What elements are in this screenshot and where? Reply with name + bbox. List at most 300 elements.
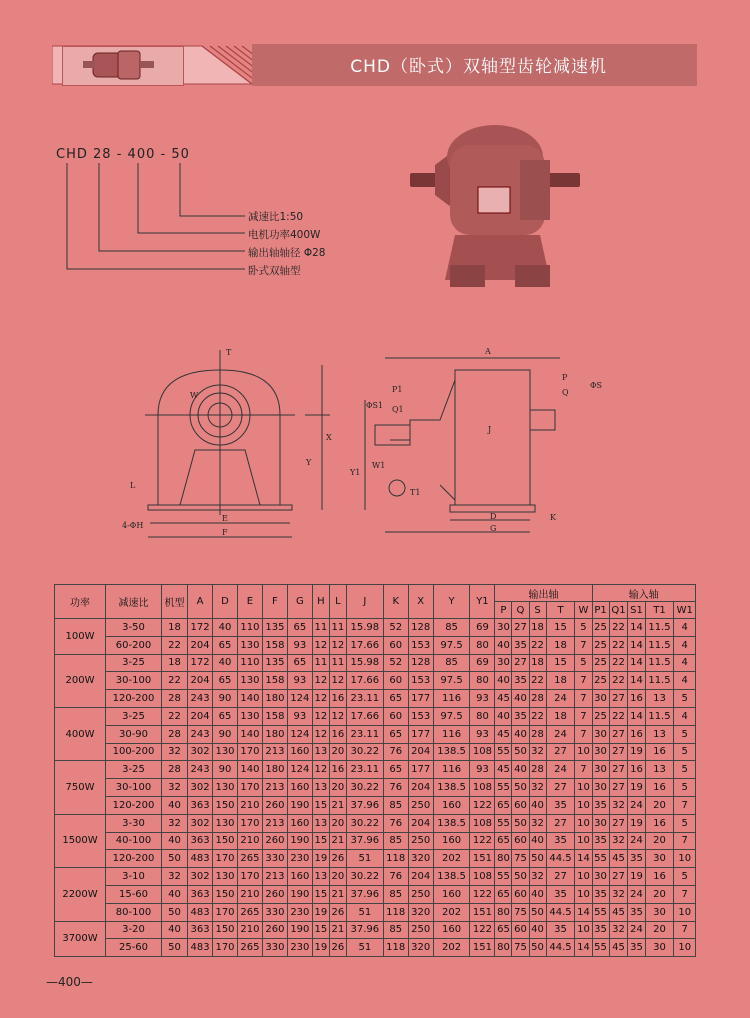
table-cell: 12 [312,636,329,654]
table-cell: 93 [470,725,495,743]
table-row [55,707,696,725]
col-D: D [213,585,238,619]
table-cell: 35 [628,850,645,868]
table-cell: 40 [162,796,188,814]
table-cell: 3-30 [106,814,162,832]
table-cell: 37.96 [346,832,383,850]
table-cell: 93 [287,636,312,654]
table-cell: 26 [329,939,346,957]
col-Y1: Y1 [470,585,495,619]
table-cell: 32 [609,832,628,850]
table-cell: 330 [262,850,287,868]
table-cell: 28 [529,761,546,779]
label-X: X [326,433,332,442]
table-cell: 151 [470,939,495,957]
table-cell: 210 [237,796,262,814]
table-cell: 45 [495,761,512,779]
table-cell: 15.98 [346,654,383,672]
table-cell: 204 [188,707,213,725]
table-cell: 30.22 [346,814,383,832]
power-cell: 100W [55,619,106,655]
table-cell: 14 [575,939,592,957]
label-Y1: Y1 [350,468,361,477]
table-cell: 40 [512,690,529,708]
table-cell: 151 [470,903,495,921]
table-cell: 15 [312,796,329,814]
table-cell: 40 [495,707,512,725]
table-cell: 80 [470,636,495,654]
table-cell: 27 [609,761,628,779]
table-cell: 138.5 [433,779,470,797]
table-cell: 130 [213,779,238,797]
table-cell: 22 [609,654,628,672]
table-cell: 44.5 [546,939,575,957]
table-cell: 80 [470,707,495,725]
table-row [55,654,696,672]
dimension-drawings [110,340,640,555]
table-cell: 21 [329,921,346,939]
table-cell: 18 [162,619,188,637]
table-cell: 130 [213,868,238,886]
label-T: T [226,348,232,357]
table-cell: 122 [470,885,495,903]
table-cell: 19 [312,850,329,868]
table-cell: 3-20 [106,921,162,939]
table-cell: 363 [188,885,213,903]
table-cell: 5 [674,779,696,797]
model-code-leaders [0,0,750,300]
table-row [55,814,696,832]
table-cell: 25 [592,654,609,672]
table-cell: 204 [408,814,433,832]
table-cell: 17.66 [346,707,383,725]
table-cell: 140 [237,690,262,708]
table-cell: 32 [162,814,188,832]
table-cell: 15 [312,885,329,903]
table-cell: 55 [495,868,512,886]
table-cell: 5 [674,690,696,708]
table-cell: 122 [470,921,495,939]
table-cell: 250 [408,921,433,939]
table-cell: 4 [674,707,696,725]
table-cell: 204 [188,672,213,690]
table-cell: 22 [162,636,188,654]
table-cell: 23.11 [346,690,383,708]
table-cell: 243 [188,725,213,743]
table-cell: 23.11 [346,761,383,779]
table-cell: 55 [592,903,609,921]
table-cell: 265 [237,939,262,957]
table-cell: 40 [512,725,529,743]
table-cell: 7 [575,707,592,725]
table-cell: 20 [329,868,346,886]
table-cell: 170 [237,779,262,797]
table-cell: 30 [592,814,609,832]
table-cell: 108 [470,868,495,886]
table-cell: 20 [645,885,674,903]
table-cell: 30-100 [106,672,162,690]
label-S1: ΦS1 [366,401,384,410]
table-cell: 151 [470,850,495,868]
table-cell: 3-25 [106,761,162,779]
code-size: 28 [93,147,112,162]
table-cell: 23.11 [346,725,383,743]
table-cell: 32 [609,921,628,939]
table-cell: 93 [287,672,312,690]
table-cell: 50 [512,743,529,761]
table-cell: 158 [262,672,287,690]
table-cell: 27 [609,868,628,886]
table-cell: 4 [674,672,696,690]
label-Y: Y [306,458,312,467]
table-cell: 75 [512,903,529,921]
table-cell: 60 [512,921,529,939]
table-cell: 16 [645,779,674,797]
table-cell: 10 [575,868,592,886]
page-title: CHD（卧式）双轴型齿轮减速机 [350,57,607,77]
table-cell: 160 [287,779,312,797]
label-K: K [550,513,556,522]
table-cell: 27 [609,743,628,761]
table-cell: 27 [609,814,628,832]
table-cell: 30 [592,779,609,797]
table-cell: 138.5 [433,743,470,761]
legend-type: 卧式双轴型 [248,265,301,277]
table-cell: 177 [408,761,433,779]
table-cell: 30.22 [346,779,383,797]
table-cell: 85 [383,832,408,850]
table-cell: 19 [628,779,645,797]
table-cell: 30.22 [346,743,383,761]
table-cell: 35 [546,885,575,903]
label-T1: T1 [410,488,421,497]
table-cell: 16 [628,725,645,743]
table-cell: 202 [433,903,470,921]
table-cell: 15 [312,921,329,939]
table-cell: 35 [512,636,529,654]
table-cell: 13 [645,761,674,779]
label-J: J [488,425,492,434]
table-cell: 138.5 [433,814,470,832]
table-cell: 90 [213,725,238,743]
table-cell: 80 [470,672,495,690]
table-cell: 5 [674,743,696,761]
label-P: P [562,373,568,382]
table-cell: 108 [470,743,495,761]
table-cell: 172 [188,619,213,637]
table-cell: 25 [592,619,609,637]
table-cell: 40 [213,619,238,637]
table-cell: 483 [188,850,213,868]
table-cell: 118 [383,850,408,868]
col-E: E [237,585,262,619]
table-cell: 116 [433,761,470,779]
table-cell: 24 [546,690,575,708]
table-cell: 60 [512,885,529,903]
table-cell: 32 [609,796,628,814]
power-cell: 2200W [55,868,106,921]
table-cell: 52 [383,619,408,637]
table-cell: 40 [162,885,188,903]
table-cell: 118 [383,939,408,957]
subcol-9: W1 [674,602,696,619]
table-cell: 14 [628,654,645,672]
table-cell: 202 [433,939,470,957]
table-row [55,939,696,957]
table-cell: 20 [329,779,346,797]
table-cell: 97.5 [433,707,470,725]
table-cell: 11.5 [645,672,674,690]
table-cell: 65 [495,796,512,814]
power-cell: 400W [55,707,106,760]
label-D: D [490,512,497,521]
table-cell: 150 [213,832,238,850]
table-cell: 65 [213,672,238,690]
table-cell: 27 [609,779,628,797]
table-cell: 60 [383,707,408,725]
table-cell: 3-10 [106,868,162,886]
table-cell: 55 [592,939,609,957]
table-cell: 24 [628,921,645,939]
table-cell: 302 [188,743,213,761]
table-cell: 35 [628,903,645,921]
table-cell: 230 [287,850,312,868]
table-cell: 320 [408,939,433,957]
table-cell: 120-200 [106,850,162,868]
table-cell: 180 [262,761,287,779]
table-cell: 5 [575,619,592,637]
table-cell: 124 [287,725,312,743]
table-cell: 177 [408,725,433,743]
table-cell: 210 [237,921,262,939]
table-cell: 35 [546,921,575,939]
gearbox-photo [410,105,580,295]
table-cell: 85 [383,796,408,814]
table-cell: 4 [674,654,696,672]
table-cell: 55 [592,850,609,868]
table-cell: 22 [609,636,628,654]
table-cell: 30 [592,743,609,761]
table-cell: 65 [495,921,512,939]
table-cell: 204 [408,743,433,761]
table-cell: 483 [188,903,213,921]
table-cell: 213 [262,814,287,832]
table-cell: 320 [408,850,433,868]
table-cell: 7 [575,636,592,654]
table-cell: 150 [213,921,238,939]
table-cell: 80 [495,939,512,957]
table-cell: 80 [495,850,512,868]
table-cell: 7 [575,672,592,690]
table-cell: 11 [329,654,346,672]
table-cell: 76 [383,743,408,761]
table-cell: 140 [237,761,262,779]
table-cell: 11.5 [645,619,674,637]
table-cell: 190 [287,885,312,903]
table-cell: 14 [575,903,592,921]
col-F: F [262,585,287,619]
table-cell: 11 [329,619,346,637]
table-cell: 26 [329,850,346,868]
table-row [55,832,696,850]
table-cell: 20 [329,743,346,761]
table-cell: 158 [262,636,287,654]
table-row [55,885,696,903]
table-cell: 40 [529,885,546,903]
table-cell: 20 [645,832,674,850]
table-cell: 120-200 [106,796,162,814]
table-cell: 14 [628,636,645,654]
table-cell: 5 [575,654,592,672]
table-cell: 85 [433,654,470,672]
table-cell: 55 [495,743,512,761]
table-cell: 14 [575,850,592,868]
table-cell: 243 [188,690,213,708]
table-cell: 190 [287,921,312,939]
table-cell: 13 [312,868,329,886]
table-cell: 190 [287,832,312,850]
table-cell: 50 [529,903,546,921]
table-cell: 11 [312,619,329,637]
table-cell: 260 [262,921,287,939]
table-cell: 97.5 [433,672,470,690]
table-cell: 3-25 [106,654,162,672]
table-cell: 128 [408,654,433,672]
subcol-3: T [546,602,575,619]
table-cell: 15 [546,619,575,637]
table-cell: 35 [546,832,575,850]
table-cell: 21 [329,796,346,814]
table-cell: 4 [674,619,696,637]
table-cell: 243 [188,761,213,779]
spec-table-body [55,619,696,957]
table-cell: 32 [162,779,188,797]
table-cell: 483 [188,939,213,957]
table-cell: 35 [628,939,645,957]
col-H: H [312,585,329,619]
table-cell: 22 [609,707,628,725]
table-cell: 24 [546,725,575,743]
col-ratio: 减速比 [106,585,162,619]
table-cell: 108 [470,779,495,797]
table-cell: 35 [512,672,529,690]
table-cell: 363 [188,796,213,814]
table-cell: 44.5 [546,903,575,921]
table-cell: 122 [470,796,495,814]
table-cell: 75 [512,939,529,957]
table-cell: 32 [529,868,546,886]
table-cell: 11.5 [645,707,674,725]
table-cell: 35 [592,921,609,939]
table-cell: 30 [495,654,512,672]
table-cell: 330 [262,939,287,957]
table-cell: 14 [628,672,645,690]
power-cell: 200W [55,654,106,707]
table-cell: 363 [188,921,213,939]
table-cell: 177 [408,690,433,708]
table-cell: 120-200 [106,690,162,708]
table-cell: 13 [645,690,674,708]
table-cell: 37.96 [346,885,383,903]
table-cell: 55 [495,779,512,797]
subcol-4: W [575,602,592,619]
table-cell: 19 [628,868,645,886]
table-cell: 153 [408,636,433,654]
table-cell: 65 [213,707,238,725]
table-cell: 24 [628,832,645,850]
table-cell: 18 [546,636,575,654]
table-cell: 85 [433,619,470,637]
table-cell: 250 [408,832,433,850]
table-cell: 12 [312,761,329,779]
table-cell: 40 [529,832,546,850]
table-row [55,903,696,921]
table-cell: 26 [329,903,346,921]
table-cell: 10 [575,921,592,939]
table-cell: 85 [383,921,408,939]
table-cell: 153 [408,707,433,725]
table-cell: 150 [213,796,238,814]
table-cell: 5 [674,868,696,886]
legend-ratio: 减速比1:50 [248,211,304,223]
table-cell: 65 [383,761,408,779]
table-cell: 35 [592,832,609,850]
table-cell: 12 [312,707,329,725]
table-cell: 7 [674,921,696,939]
table-cell: 172 [188,654,213,672]
table-cell: 13 [312,743,329,761]
table-cell: 108 [470,814,495,832]
table-cell: 160 [287,743,312,761]
col-power: 功率 [55,585,106,619]
table-cell: 160 [433,832,470,850]
table-cell: 213 [262,779,287,797]
table-cell: 7 [575,725,592,743]
table-cell: 50 [512,779,529,797]
table-cell: 50 [162,939,188,957]
table-cell: 12 [312,725,329,743]
table-cell: 204 [188,636,213,654]
table-row [55,690,696,708]
table-cell: 40 [529,921,546,939]
table-cell: 10 [575,814,592,832]
table-cell: 250 [408,796,433,814]
table-cell: 19 [312,939,329,957]
table-cell: 170 [237,868,262,886]
table-cell: 55 [495,814,512,832]
subcol-8: T1 [645,602,674,619]
table-cell: 27 [546,868,575,886]
subcol-5: P1 [592,602,609,619]
table-cell: 213 [262,743,287,761]
table-cell: 37.96 [346,796,383,814]
table-cell: 65 [383,690,408,708]
table-cell: 22 [609,672,628,690]
table-cell: 30.22 [346,868,383,886]
table-row [55,779,696,797]
table-row [55,636,696,654]
table-cell: 65 [287,654,312,672]
table-cell: 7 [575,761,592,779]
table-cell: 135 [262,654,287,672]
table-cell: 28 [162,761,188,779]
table-cell: 170 [213,939,238,957]
table-cell: 85 [383,885,408,903]
table-cell: 3-50 [106,619,162,637]
table-cell: 22 [162,707,188,725]
table-cell: 65 [495,885,512,903]
table-cell: 24 [628,796,645,814]
